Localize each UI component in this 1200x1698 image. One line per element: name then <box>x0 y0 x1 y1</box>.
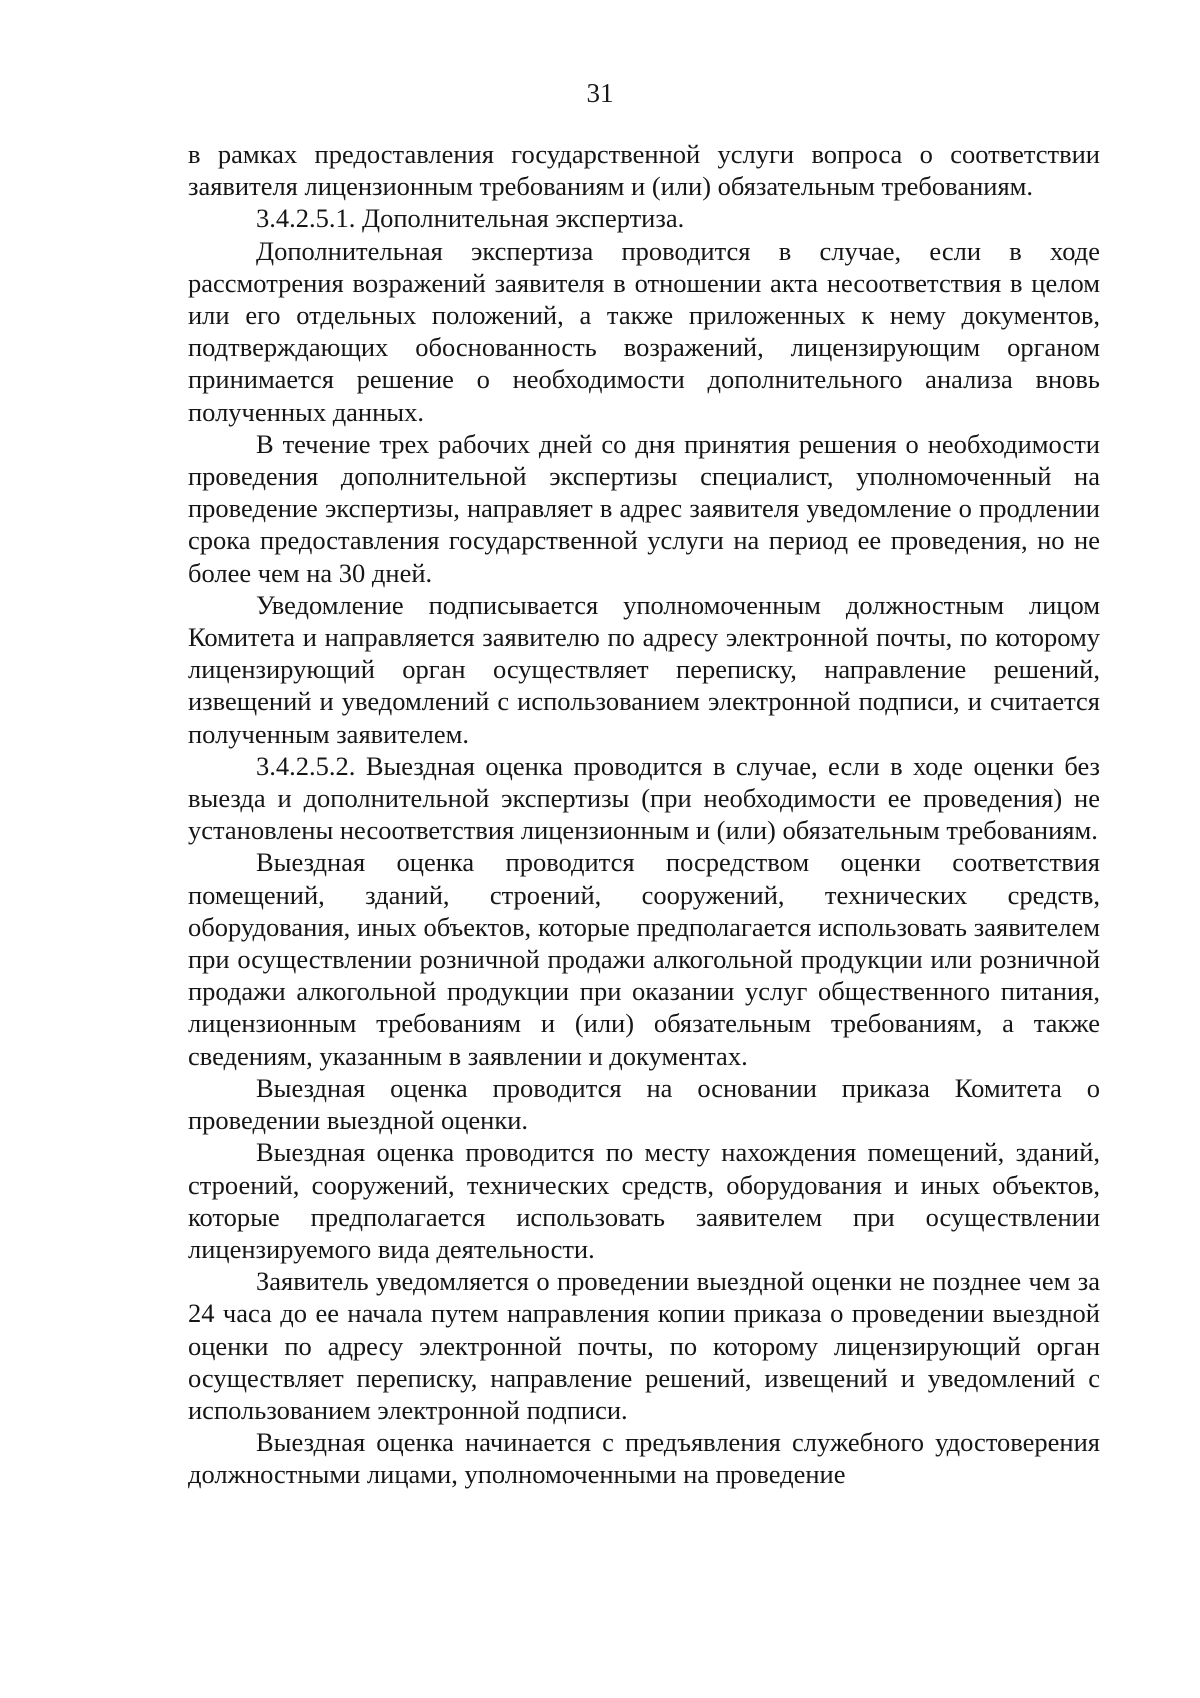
paragraph-continuation: в рамках предоставления государственной услуги вопроса о соответствии заявителя лицензионным требованиям и (или) обязательным требованиям. <box>188 139 1100 202</box>
section-paragraph-3-4-2-5-2: 3.4.2.5.2. Выездная оценка проводится в случае, если в ходе оценки без выезда и дополнительной экспертизы (при необходимости ее проведения) не установлены несоответствия лицензионным и (или) обязательным требованиям. <box>188 750 1100 846</box>
paragraph-truncated: Выездная оценка начинается с предъявления служебного удостоверения должностными лицами, уполномоченными на проведение <box>188 1427 1100 1490</box>
section-heading-3-4-2-5-1: 3.4.2.5.1. Дополнительная экспертиза. <box>256 203 685 234</box>
document-body <box>188 138 1100 1491</box>
paragraph: Уведомление подписывается уполномоченным должностным лицом Комитета и направляется заявителю по адресу электронной почты, по которому лицензирующий орган осуществляет переписку, направление решений, извещений и уведомлений с использованием электронной подписи, и считается полученным заявителем. <box>188 589 1100 749</box>
paragraph: Выездная оценка проводится на основании приказа Комитета о проведении выездной оценки. <box>188 1072 1100 1136</box>
paragraph: Выездная оценка проводится посредством оценки соответствия помещений, зданий, строений, сооружений, технических средств, оборудования, иных объектов, которые предполагается использовать заявителем при осуществлении розничной продажи алкогольной продукции или розничной продажи алкогольной продукции при оказании услуг общественного питания, лицензионным требованиям и (или) обязательным требованиям, а также сведениям, указанным в заявлении и документах. <box>188 847 1100 1071</box>
page-number: 31 <box>586 78 614 108</box>
paragraph: Заявитель уведомляется о проведении выездной оценки не позднее чем за 24 часа до ее начала путем направления копии приказа о проведении выездной оценки по адресу электронной почты, по которому лицензирующий орган осуществляет переписку, направление решений, извещений и уведомлений с использованием электронной подписи. <box>188 1266 1100 1425</box>
paragraph: Выездная оценка проводится по месту нахождения помещений, зданий, строений, сооружений, технических средств, оборудования и иных объектов, которые предполагается использовать заявителем при осуществлении лицензируемого вида деятельности. <box>188 1137 1100 1264</box>
paragraph: В течение трех рабочих дней со дня принятия решения о необходимости проведения дополнительной экспертизы специалист, уполномоченный на проведение экспертизы, направляет в адрес заявителя уведомление о продлении срока предоставления государственной услуги на период ее проведения, но не более чем на 30 дней. <box>188 428 1100 588</box>
paragraph: Дополнительная экспертиза проводится в случае, если в ходе рассмотрения возражений заявителя в отношении акта несоответствия в целом или его отдельных положений, а также приложенных к нему документов, подтверждающих обоснованность возражений, лицензирующим органом принимается решение о необходимости дополнительного анализа вновь полученных данных. <box>188 235 1100 427</box>
